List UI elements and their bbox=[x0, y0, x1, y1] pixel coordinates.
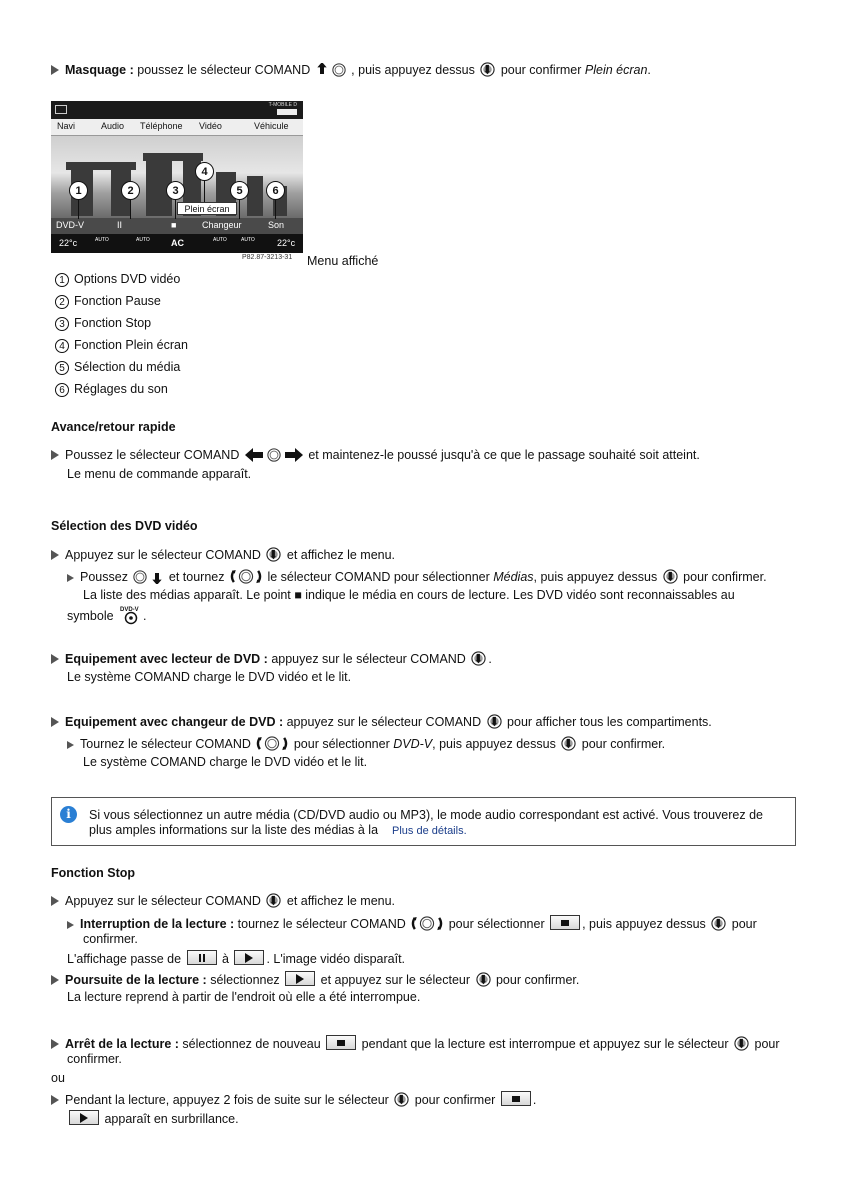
info-icon: i bbox=[60, 806, 77, 823]
legend-number: 1 bbox=[55, 273, 69, 287]
legend-item bbox=[55, 293, 161, 309]
press-selector-icon bbox=[394, 1092, 409, 1107]
text: et appuyez sur le sélecteur bbox=[317, 973, 474, 987]
menu-son: Son bbox=[268, 220, 285, 230]
text: et affichez le menu. bbox=[283, 548, 396, 562]
lecteur-line-1 bbox=[51, 651, 492, 667]
text: pour confirmer. bbox=[679, 570, 767, 584]
screen-menu-bar bbox=[51, 218, 303, 234]
tab-vehicule: Véhicule bbox=[254, 121, 289, 131]
text: Tournez le sélecteur COMAND bbox=[80, 737, 255, 751]
stop-line-3: confirmer. bbox=[83, 932, 138, 946]
bullet-arrow-icon bbox=[51, 717, 59, 727]
legend-item bbox=[55, 315, 151, 331]
changeur-line-2 bbox=[67, 736, 665, 752]
changeur-line-3: Le système COMAND charge le DVD vidéo et le lit. bbox=[83, 755, 368, 769]
info-line-2 bbox=[89, 822, 467, 839]
auto-label: AUTO bbox=[213, 237, 227, 243]
text: symbole bbox=[67, 609, 118, 623]
bullet-arrow-icon bbox=[51, 654, 59, 664]
masquage-label: Masquage : bbox=[65, 63, 134, 77]
plein-ecran-overlay: Plein écran bbox=[177, 202, 237, 215]
stop-line-5 bbox=[51, 971, 579, 988]
stop-line-4 bbox=[67, 950, 405, 967]
press-selector-icon bbox=[487, 714, 502, 729]
tab-telephone: Téléphone bbox=[140, 121, 183, 131]
arrow-down-icon bbox=[151, 570, 163, 584]
sub-bullet-arrow-icon bbox=[67, 921, 74, 929]
stop-line-9 bbox=[51, 1091, 536, 1108]
selector-knob-icon bbox=[133, 570, 147, 584]
text: L'affichage passe de bbox=[67, 952, 185, 966]
section-heading-selection: Sélection des DVD vidéo bbox=[51, 519, 198, 533]
legend-item bbox=[55, 381, 168, 397]
changeur-line-1 bbox=[51, 714, 712, 730]
selector-knob-icon bbox=[267, 448, 281, 462]
text: et maintenez-le poussé jusqu'à ce que le passage souhaité soit atteint. bbox=[304, 448, 700, 462]
turn-selector-icon bbox=[411, 916, 443, 931]
stop-line-1 bbox=[51, 893, 395, 909]
ac-label: AC bbox=[171, 238, 184, 248]
play-button-icon bbox=[285, 971, 315, 986]
text: pour bbox=[728, 917, 757, 931]
play-button-icon bbox=[234, 950, 264, 965]
text: Appuyez sur le sélecteur COMAND bbox=[65, 894, 265, 908]
press-selector-icon bbox=[471, 651, 486, 666]
interruption-label: Interruption de la lecture : bbox=[80, 917, 235, 931]
press-selector-icon bbox=[266, 893, 281, 908]
info-note-box bbox=[51, 797, 796, 846]
changeur-label: Equipement avec changeur de DVD : bbox=[65, 715, 284, 729]
ou-text: ou bbox=[51, 1071, 65, 1085]
text: , puis appuyez dessus bbox=[432, 737, 560, 751]
tab-video: Vidéo bbox=[199, 121, 222, 131]
text: tournez le sélecteur COMAND bbox=[234, 917, 410, 931]
text: pour confirmer bbox=[411, 1093, 499, 1107]
section-heading-stop: Fonction Stop bbox=[51, 866, 136, 880]
selector-knob-icon bbox=[332, 63, 346, 77]
stop-line-7 bbox=[51, 1035, 780, 1052]
text: le sélecteur COMAND pour sélectionner bbox=[263, 570, 494, 584]
info-line-1: Si vous sélectionnez un autre média (CD/DVD audio ou MP3), le mode audio correspondant est activé. Vous trouverez de bbox=[89, 808, 763, 822]
press-selector-icon bbox=[476, 972, 491, 987]
play-button-icon bbox=[69, 1110, 99, 1125]
legend-number: 2 bbox=[55, 295, 69, 309]
text: pendant que la lecture est interrompue et appuyez sur le sélecteur bbox=[358, 1037, 733, 1051]
callout-6: 6 bbox=[266, 181, 285, 200]
text: Poussez bbox=[80, 570, 132, 584]
stop-line-6: La lecture reprend à partir de l'endroit où elle a été interrompue. bbox=[67, 990, 421, 1004]
bullet-arrow-icon bbox=[51, 1095, 59, 1105]
turn-selector-icon bbox=[256, 736, 288, 751]
legend-item bbox=[55, 271, 180, 287]
callout-3: 3 bbox=[166, 181, 185, 200]
text: et affichez le menu. bbox=[283, 894, 396, 908]
sub-bullet-arrow-icon bbox=[67, 741, 74, 749]
dvd-v-symbol-icon bbox=[119, 605, 141, 625]
lecteur-line-2: Le système COMAND charge le DVD vidéo et le lit. bbox=[67, 670, 352, 684]
comand-screen-illustration bbox=[51, 101, 303, 253]
text: pour sélectionner bbox=[290, 737, 394, 751]
press-selector-icon bbox=[734, 1036, 749, 1051]
legend-label: Sélection du média bbox=[74, 360, 181, 374]
stop-button-icon bbox=[501, 1091, 531, 1106]
figure-reference: P82.87-3213-31 bbox=[242, 254, 293, 261]
avance-line-2: Le menu de commande apparaît. bbox=[67, 467, 252, 481]
text: appuyez sur le sélecteur COMAND bbox=[267, 652, 470, 666]
text: apparaît en surbrillance. bbox=[101, 1112, 239, 1126]
arret-label: Arrêt de la lecture : bbox=[65, 1037, 179, 1051]
arrow-right-icon bbox=[285, 448, 303, 462]
press-selector-icon bbox=[266, 547, 281, 562]
text: pour confirmer. bbox=[492, 973, 580, 987]
legend-label: Réglages du son bbox=[74, 382, 168, 396]
selection-line-4 bbox=[67, 605, 147, 625]
plein-ecran-term: Plein écran bbox=[584, 63, 648, 77]
callout-4: 4 bbox=[195, 162, 214, 181]
text: sélectionnez de nouveau bbox=[178, 1037, 325, 1051]
press-selector-icon bbox=[663, 569, 678, 584]
text: pour confirmer. bbox=[578, 737, 666, 751]
press-selector-icon bbox=[480, 62, 495, 77]
medias-term: Médias bbox=[493, 570, 534, 584]
text: . bbox=[532, 1093, 537, 1107]
avance-line-1 bbox=[51, 447, 700, 463]
screen-tabs bbox=[51, 119, 303, 136]
selection-line-1 bbox=[51, 547, 395, 563]
text: à bbox=[218, 952, 233, 966]
pause-button-icon bbox=[187, 950, 217, 965]
poursuite-label: Poursuite de la lecture : bbox=[65, 973, 207, 987]
selection-line-3: La liste des médias apparaît. Le point ■ indique le média en cours de lecture. Les DVD vidéo sont reconnaissables au bbox=[83, 588, 735, 602]
press-selector-icon bbox=[561, 736, 576, 751]
bullet-arrow-icon bbox=[51, 1039, 59, 1049]
bullet-arrow-icon bbox=[51, 65, 59, 75]
text: plus amples informations sur la liste des médias à la bbox=[89, 823, 379, 837]
menu-pause: II bbox=[117, 220, 123, 230]
menu-changeur: Changeur bbox=[202, 220, 242, 230]
masquage-line bbox=[51, 62, 651, 78]
legend-number: 6 bbox=[55, 383, 69, 397]
screen-status-icon bbox=[55, 105, 67, 114]
bullet-arrow-icon bbox=[51, 550, 59, 560]
stop-line-2 bbox=[67, 915, 757, 932]
text: Appuyez sur le sélecteur COMAND bbox=[65, 548, 265, 562]
tab-audio: Audio bbox=[101, 121, 125, 131]
text: et tournez bbox=[165, 570, 228, 584]
auto-label: AUTO bbox=[95, 237, 109, 243]
bullet-arrow-icon bbox=[51, 896, 59, 906]
masquage-text-2: , puis appuyez dessus bbox=[347, 63, 479, 77]
callout-2: 2 bbox=[121, 181, 140, 200]
text: Poussez le sélecteur COMAND bbox=[65, 448, 243, 462]
temp-left: 22°c bbox=[59, 238, 78, 248]
screen-climate-bar bbox=[51, 234, 303, 253]
stop-button-icon bbox=[550, 915, 580, 930]
text: . bbox=[143, 609, 147, 623]
callout-5: 5 bbox=[230, 181, 249, 200]
lecteur-label: Equipement avec lecteur de DVD : bbox=[65, 652, 268, 666]
text: pour sélectionner bbox=[445, 917, 549, 931]
text: . bbox=[463, 825, 467, 837]
selection-line-2 bbox=[67, 569, 767, 585]
arrow-left-icon bbox=[245, 448, 263, 462]
legend-number: 5 bbox=[55, 361, 69, 375]
bullet-arrow-icon bbox=[51, 975, 59, 985]
auto-label: AUTO bbox=[136, 237, 150, 243]
stop-line-10 bbox=[67, 1110, 239, 1127]
menu-dvd-v: DVD-V bbox=[56, 220, 85, 230]
stop-button-icon bbox=[326, 1035, 356, 1050]
legend-label: Options DVD vidéo bbox=[74, 272, 181, 286]
turn-selector-icon bbox=[230, 569, 262, 584]
callout-1: 1 bbox=[69, 181, 88, 200]
bullet-arrow-icon bbox=[51, 450, 59, 460]
legend-label: Fonction Pause bbox=[74, 294, 161, 308]
screen-status-bar bbox=[51, 101, 303, 119]
menu-stop: ■ bbox=[171, 220, 177, 230]
legend-label: Fonction Plein écran bbox=[74, 338, 188, 352]
text: , puis appuyez dessus bbox=[582, 917, 710, 931]
legend-item bbox=[55, 359, 180, 375]
legend-number: 3 bbox=[55, 317, 69, 331]
sub-bullet-arrow-icon bbox=[67, 574, 74, 582]
masquage-text: poussez le sélecteur COMAND bbox=[133, 63, 314, 77]
period: . bbox=[647, 63, 651, 77]
press-selector-icon bbox=[711, 916, 726, 931]
text: sélectionnez bbox=[206, 973, 284, 987]
text: , puis appuyez dessus bbox=[533, 570, 661, 584]
text: appuyez sur le sélecteur COMAND bbox=[283, 715, 485, 729]
stop-line-8: confirmer. bbox=[67, 1052, 122, 1066]
arrow-up-icon bbox=[316, 63, 328, 77]
figure-caption: Menu affiché bbox=[307, 254, 379, 268]
text: pour bbox=[751, 1037, 780, 1051]
text: . bbox=[488, 652, 492, 666]
plus-de-details-link[interactable]: Plus de détails bbox=[392, 825, 464, 837]
signal-strength-icon bbox=[277, 109, 297, 115]
tab-navi: Navi bbox=[57, 121, 76, 131]
legend-number: 4 bbox=[55, 339, 69, 353]
screen-network-label: T-MOBILE D bbox=[268, 102, 297, 108]
text: pour afficher tous les compartiments. bbox=[503, 715, 712, 729]
temp-right: 22°c bbox=[277, 238, 296, 248]
auto-label: AUTO bbox=[241, 237, 255, 243]
dvd-v-term: DVD-V bbox=[393, 737, 433, 751]
legend-label: Fonction Stop bbox=[74, 316, 152, 330]
masquage-text-3: pour confirmer bbox=[497, 63, 585, 77]
legend-item bbox=[55, 337, 188, 353]
text: Pendant la lecture, appuyez 2 fois de suite sur le sélecteur bbox=[65, 1093, 393, 1107]
text: . L'image vidéo disparaît. bbox=[266, 952, 406, 966]
section-heading-avance: Avance/retour rapide bbox=[51, 420, 176, 434]
